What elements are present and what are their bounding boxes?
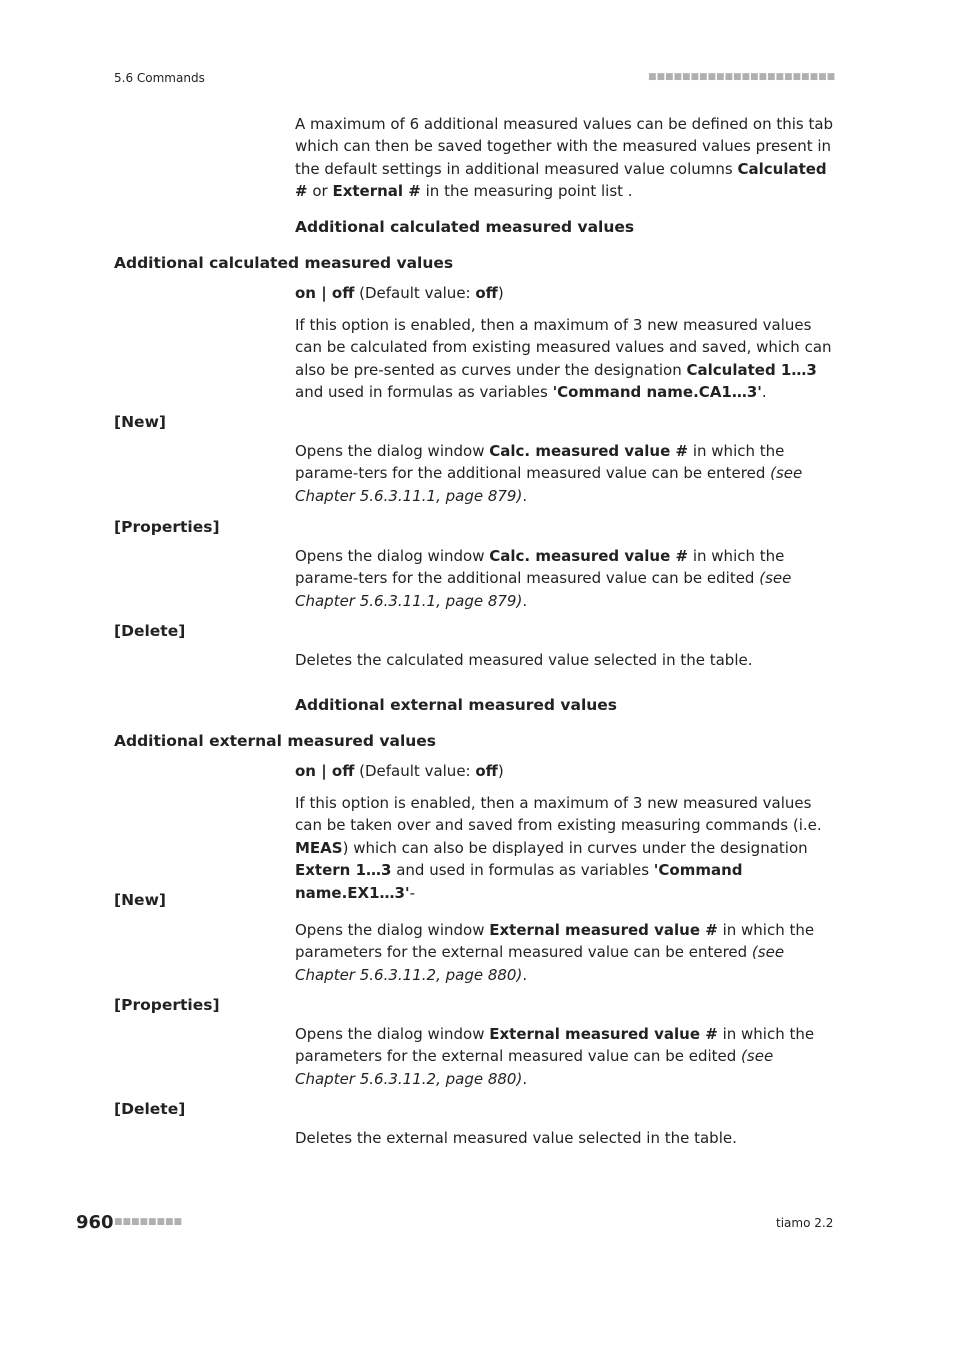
calc-new-button-label: [New] xyxy=(114,413,166,431)
ext-default-value: on | off (Default value: off) xyxy=(295,762,504,780)
calc-properties-button-label: [Properties] xyxy=(114,518,220,536)
ext-properties-description: Opens the dialog window External measured value # in which the parameters for the external measured value can be edited (see Chapter 5.6.3.11.2, page 880). xyxy=(295,1025,815,1088)
intro-paragraph: A maximum of 6 additional measured values can be defined on this tab which can then be saved together with the measured values present in the default settings in additional measured value columns Calculated # or External # in the measuring point list . xyxy=(295,115,834,201)
ext-description: If this option is enabled, then a maximum of 3 new measured values can be taken over and saved from existing measuring commands (i.e. MEAS) which can also be displayed in curves under the designation Extern 1…3 and used in formulas as variables 'Command name.EX1…3'- xyxy=(295,794,822,902)
ext-properties-button-label: [Properties] xyxy=(114,996,220,1014)
ext-section-heading: Additional external measured values xyxy=(295,696,618,714)
footer-decoration: ■■■■■■■■ xyxy=(114,1217,183,1227)
ext-param-label: Additional external measured values xyxy=(114,732,437,750)
calc-new-description: Opens the dialog window Calc. measured value # in which the parame-ters for the additional measured value can be entered (see Chapter 5.6.3.11.1, page 879). xyxy=(295,442,803,505)
calc-properties-description: Opens the dialog window Calc. measured value # in which the parame-ters for the additional measured value can be edited (see Chapter 5.6.3.11.1, page 879). xyxy=(295,547,792,610)
ext-delete-button-label: [Delete] xyxy=(114,1100,186,1118)
ext-new-description: Opens the dialog window External measured value # in which the parameters for the external measured value can be entered (see Chapter 5.6.3.11.2, page 880). xyxy=(295,921,815,984)
calc-delete-description: Deletes the calculated measured value selected in the table. xyxy=(295,651,753,669)
ext-delete-description: Deletes the external measured value selected in the table. xyxy=(295,1129,737,1147)
ext-new-reference[interactable]: (see Chapter 5.6.3.11.2, page 880) xyxy=(295,943,785,984)
ext-properties-reference[interactable]: (see Chapter 5.6.3.11.2, page 880) xyxy=(295,1047,774,1088)
ext-new-button-label: [New] xyxy=(114,891,166,909)
header-decoration: ■■■■■■■■■■■■■■■■■■■■■■ xyxy=(648,72,836,82)
product-name: tiamo 2.2 xyxy=(776,1216,834,1230)
page-number: 960 xyxy=(76,1212,114,1233)
calc-section-heading: Additional calculated measured values xyxy=(295,218,635,236)
calc-description: If this option is enabled, then a maximum of 3 new measured values can be calculated from existing measured values and saved, which can also be pre-sented as curves under the designation Calculated 1…3 and used in formulas as variables 'Command name.CA1…3'. xyxy=(295,316,832,402)
header-section-title: 5.6 Commands xyxy=(114,71,205,85)
calc-delete-button-label: [Delete] xyxy=(114,622,186,640)
calc-new-reference[interactable]: (see Chapter 5.6.3.11.1, page 879) xyxy=(295,464,803,505)
calc-param-label: Additional calculated measured values xyxy=(114,254,454,272)
calc-properties-reference[interactable]: (see Chapter 5.6.3.11.1, page 879) xyxy=(295,569,792,610)
calc-default-value: on | off (Default value: off) xyxy=(295,284,504,302)
